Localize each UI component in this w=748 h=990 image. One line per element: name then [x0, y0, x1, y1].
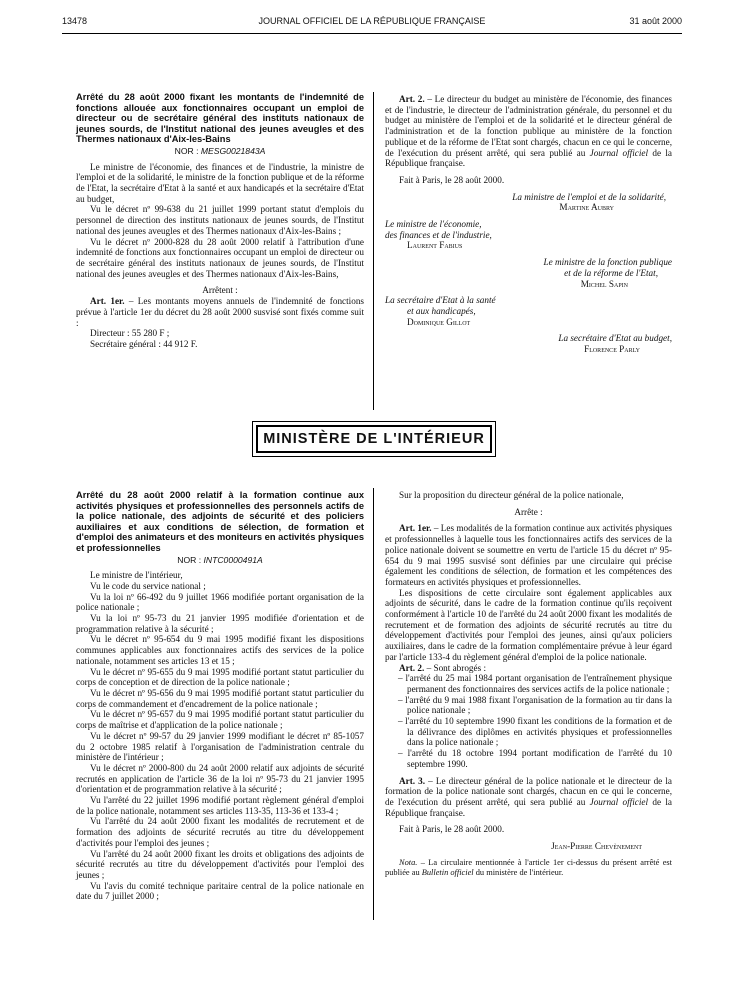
- arrete-2-visa: Le ministre de l'intérieur,: [90, 570, 183, 581]
- arrete-2-visa: Vu le code du service national ;: [90, 580, 206, 591]
- column-rule-bottom: [373, 488, 374, 920]
- page-number: 13478: [62, 16, 88, 26]
- abrogated-list: [385, 673, 672, 769]
- signatory-3-title-2: et de la réforme de l'Etat,: [564, 267, 658, 278]
- arrete-1-nor: NOR : MESG0021843A: [174, 145, 266, 156]
- list-item: – l'arrêté du 25 mai 1984 portant organisation de l'entraînement physique permanent des fonctionnaires des services actifs de la police nationale ;: [398, 673, 672, 694]
- signatory-1-title: La ministre de l'emploi et de la solidarité,: [512, 191, 666, 202]
- signatory-4-title-1: La secrétaire d'Etat à la santé: [385, 295, 496, 306]
- column-rule-top: [373, 92, 374, 410]
- arrete-2-visa: Vu le décret nº 95-655 du 9 mai 1995 modifié portant statut particulier du corps de conception et de direction de la police nationale ;: [76, 666, 364, 688]
- list-item: – l'arrêté du 18 octobre 1994 portant modification de l'arrêté du 10 septembre 1990.: [398, 748, 672, 769]
- arrete-1-directeur: Directeur : 55 280 F ;: [90, 328, 170, 339]
- arrete-2-title: Arrêté du 28 août 2000 relatif à la formation continue aux activités physiques et professionnelles des personnels actifs de la police nationale, des adjoints de sécurité et des policiers auxiliaires et aux conditions de sélection, de formation et d'emploi des animateurs et des moniteurs en activités physiques et professionnelles: [76, 490, 364, 553]
- arrete-2-visa: Vu le décret nº 95-657 du 9 mai 1995 modifié portant statut particulier du corps de maîtrise et d'application de la police nationale ;: [76, 709, 364, 731]
- journal-title: JOURNAL OFFICIEL DE LA RÉPUBLIQUE FRANÇAISE: [258, 16, 486, 26]
- signatory-4-title-2: et aux handicapés,: [407, 305, 476, 316]
- list-item: – l'arrêté du 10 septembre 1990 fixant les conditions de la formation et de la délivrance des diplômes en activités physiques et professionnelles dans la police nationale ;: [398, 716, 672, 748]
- arrete-1-left-column: [76, 92, 364, 350]
- arrete-2-article-3: Art. 3. – Le directeur général de la police nationale et le directeur de la formation de la police nationale sont chargés, chacun en ce qui le concerne, de l'exécution du présent arrêté, qui sera publié au Journal officiel de la République française.: [385, 775, 672, 818]
- arrete-2-visa: Vu l'arrêté du 24 août 2000 fixant les modalités de recrutement et de formation des adjoints de sécurité recrutés au titre du développement d'activités pour l'emploi des jeunes ;: [76, 816, 364, 848]
- arrete-1-visa-2: Vu le décret nº 2000-828 du 28 août 2000 relatif à l'attribution d'une indemnité de fonctions aux fonctionnaires occupant un emploi de directeur ou de secrétaire général des instituts nationaux de jeunes sourds, de l'Institut national des jeunes aveugles et des Thermes nationaux d'Aix-les-Bains,: [76, 236, 364, 279]
- signatory-2-name: Laurent Fabius: [407, 240, 463, 251]
- arrete-2-note: Nota. – La circulaire mentionnée à l'article 1er ci-dessus du présent arrêté est publiée au Bulletin officiel du ministère de l'intérieur.: [385, 857, 672, 877]
- arrete-2-arrete: Arrête :: [514, 506, 543, 517]
- arrete-1-visa-1: Vu le décret nº 99-638 du 21 juillet 1999 portant statut d'emplois du personnel de direction des instituts nationaux de jeunes sourds, de l'Institut national des jeunes aveugles et des Thermes nationaux d'Aix-les-Bains ;: [76, 204, 364, 236]
- signatory-4-name: Dominique Gillot: [407, 316, 471, 327]
- arrete-2-fait: Fait à Paris, le 28 août 2000.: [399, 824, 505, 835]
- arrete-2-visa: Vu l'avis du comité technique paritaire central de la police nationale en date du 7 juillet 2000 ;: [76, 880, 364, 902]
- signatory-5-title: La secrétaire d'Etat au budget,: [558, 333, 672, 344]
- signatory-2-title-1: Le ministre de l'économie,: [385, 219, 482, 230]
- signatory-3-title-1: Le ministre de la fonction publique: [543, 257, 672, 268]
- arrete-2-visa: Vu l'arrêté du 24 août 2000 fixant les droits et obligations des adjoints de sécurité recrutés au titre du développement d'activités pour l'emploi des jeunes ;: [76, 848, 364, 880]
- signatory-3-name: Michel Sapin: [580, 278, 628, 289]
- arrete-1-article-2: Art. 2. – Le directeur du budget au ministère de l'économie, des finances et de l'industrie, le directeur de l'administration générale, du personnel et du budget au ministère de l'emploi et de la solidarité et le directeur général de l'administration et de la fonction publique au ministère de la fonction publique et de la réforme de l'Etat sont chargés, chacun en ce qui le concerne, de l'exécution du présent arrêté, qui sera publié au Journal officiel de la République française.: [385, 94, 672, 169]
- arrete-1-arretent: Arrêtent :: [202, 285, 238, 296]
- arrete-2-proposition: Sur la proposition du directeur général de la police nationale,: [399, 490, 624, 500]
- header-rule: [62, 33, 682, 34]
- signatory-2-title-2: des finances et de l'industrie,: [385, 229, 492, 240]
- signatory-5-name: Florence Parly: [584, 344, 640, 355]
- issue-date: 31 août 2000: [629, 16, 682, 26]
- list-item: – l'arrêté du 9 mai 1988 fixant l'organisation de la formation au tir dans la police nationale ;: [398, 694, 672, 716]
- arrete-1-secretaire: Secrétaire général : 44 912 F.: [90, 338, 198, 349]
- arrete-2-article-1-p2: Les dispositions de cette circulaire sont également applicables aux adjoints de sécurité, dans le cadre de la formation continue qu'ils reçoivent conformément à l'article 10 de l'arrêté du 24 août 2000 fixant les modalités de recrutement et de formation des adjoints de sécurité recrutés au titre du développement d'activités pour l'emploi des jeunes, ainsi qu'aux policiers auxiliaires, dans le cadre de la formation complémentaire prévue à leur égard par l'article 133-4 du règlement général d'emploi de la police nationale.: [385, 587, 672, 662]
- arrete-1-article-1: Art. 1er. – Les montants moyens annuels de l'indemnité de fonctions prévue à l'article 1er du décret du 28 août 2000 susvisé sont fixés comme suit :: [76, 296, 364, 328]
- ministry-heading: MINISTÈRE DE L'INTÉRIEUR: [256, 425, 492, 453]
- arrete-2-visa: Vu le décret nº 2000-800 du 24 août 2000 relatif aux adjoints de sécurité recrutés en application de l'article 36 de la loi nº 95-73 du 21 janvier 1995 d'orientation et de programmation relative à la sécurité ;: [76, 762, 364, 795]
- arrete-2-signature: Jean-Pierre Chevènement: [551, 841, 642, 852]
- signatory-1-name: Martine Aubry: [559, 202, 614, 213]
- arrete-2-visa: Vu la loi nº 66-492 du 9 juillet 1966 modifiée portant organisation de la police nationale ;: [76, 591, 364, 613]
- arrete-1-fait: Fait à Paris, le 28 août 2000.: [399, 174, 505, 185]
- arrete-2-article-1: Art. 1er. – Les modalités de la formation continue aux activités physiques et professionnelles à laquelle tous les fonctionnaires actifs des services de la police nationale doivent se soumettre en vertu de l'article 15 du décret nº 95-654 du 9 mai 1995 susvisé sont définies par une circulaire qui précise également les conditions de sélection, de formation et les compétences des formateurs en activités physiques et professionnelles.: [385, 523, 672, 587]
- arrete-2-right-column: [385, 490, 672, 878]
- arrete-1-right-column: [385, 94, 672, 355]
- arrete-2-visa: Vu l'arrêté du 22 juillet 1996 modifié portant règlement général d'emploi de la police nationale, notamment ses articles 113-35, 113-36 et 133-4 ;: [76, 795, 364, 816]
- arrete-1-preamble: Le ministre de l'économie, des finances et de l'industrie, la ministre de l'emploi et de la solidarité, le ministre de la fonction publique et de la réforme de l'Etat, la secrétaire d'Etat à la santé et aux handicapés et la secrétaire d'Etat au budget,: [76, 161, 364, 204]
- arrete-2-visa: Vu le décret nº 95-656 du 9 mai 1995 modifié portant statut particulier du corps de commandement et d'encadrement de la police nationale ;: [76, 688, 364, 709]
- arrete-2-article-2: Art. 2. – Sont abrogés :: [399, 662, 487, 673]
- arrete-2-visa: Vu le décret nº 95-654 du 9 mai 1995 modifié fixant les dispositions communes applicables aux fonctionnaires actifs des services de la police nationale, notamment ses articles 13 et 15 ;: [76, 634, 364, 666]
- arrete-2-visa: Vu la loi nº 95-73 du 21 janvier 1995 modifiée d'orientation et de programmation relative à la sécurité ;: [76, 613, 364, 634]
- arrete-1-title: Arrêté du 28 août 2000 fixant les montants de l'indemnité de fonctions allouée aux fonctionnaires occupant un emploi de directeur ou de secrétaire général des instituts nationaux de jeunes sourds, de l'Institut national des jeunes aveugles et des Thermes nationaux d'Aix-les-Bains: [76, 92, 364, 145]
- arrete-2-left-column: [76, 490, 364, 902]
- arrete-2-nor: NOR : INTC0000491A: [177, 554, 263, 565]
- arrete-2-visa: Vu le décret nº 99-57 du 29 janvier 1999 modifiant le décret nº 85-1057 du 2 octobre 1985 relatif à l'organisation de l'administration centrale du ministère de l'intérieur ;: [76, 730, 364, 763]
- page-header: [62, 16, 682, 30]
